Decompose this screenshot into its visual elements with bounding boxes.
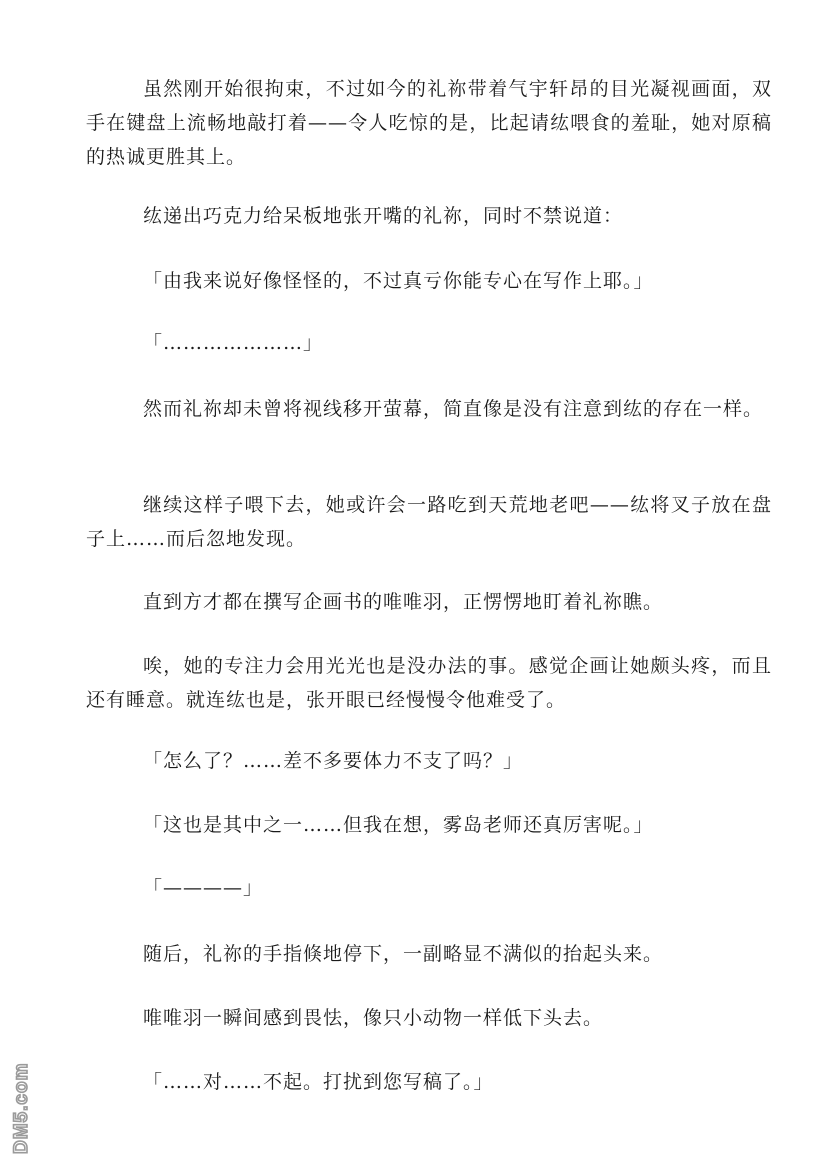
- paragraph: 「————」: [143, 877, 264, 899]
- paragraph: 唯唯羽一瞬间感到畏怯，像只小动物一样低下头去。: [143, 1007, 604, 1029]
- paragraph: 然而礼祢却未曾将视线移开萤幕，简直像是没有注意到纮的存在一样。: [143, 398, 764, 420]
- watermark-logo: [6, 1040, 32, 1158]
- paragraph: 直到方才都在撰写企画书的唯唯羽，正愣愣地盯着礼祢瞧。: [143, 591, 664, 613]
- paragraph: 随后，礼祢的手指倏地停下，一副略显不满似的抬起头来。: [143, 943, 664, 965]
- paragraph: 虽然刚开始很拘束，不过如今的礼祢带着气宇轩昂的目光凝视画面，双手在键盘上流畅地敲打着——令人吃惊的是，比起请纮喂食的羞耻，她对原稿的热诚更胜其上。: [86, 78, 772, 168]
- paragraph: 「…………………」: [143, 332, 324, 354]
- paragraph: 「怎么了？……差不多要体力不支了吗？」: [143, 750, 524, 772]
- paragraph: 「……对……不起。打扰到您写稿了。」: [143, 1071, 494, 1093]
- paragraph: 纮递出巧克力给呆板地张开嘴的礼祢，同时不禁说道：: [143, 205, 624, 227]
- watermark-text: DM5.com: [11, 1062, 32, 1154]
- paragraph: 唉，她的专注力会用光光也是没办法的事。感觉企画让她颇头疼，而且还有睡意。就连纮也是，张开眼已经慢慢令他难受了。: [86, 655, 772, 711]
- paragraph: 继续这样子喂下去，她或许会一路吃到天荒地老吧——纮将叉子放在盘子上……而后忽地发现。: [86, 494, 772, 550]
- paragraph: 「这也是其中之一……但我在想，雾岛老师还真厉害呢。」: [143, 814, 654, 836]
- paragraph: 「由我来说好像怪怪的，不过真亏你能专心在写作上耶。」: [143, 270, 654, 292]
